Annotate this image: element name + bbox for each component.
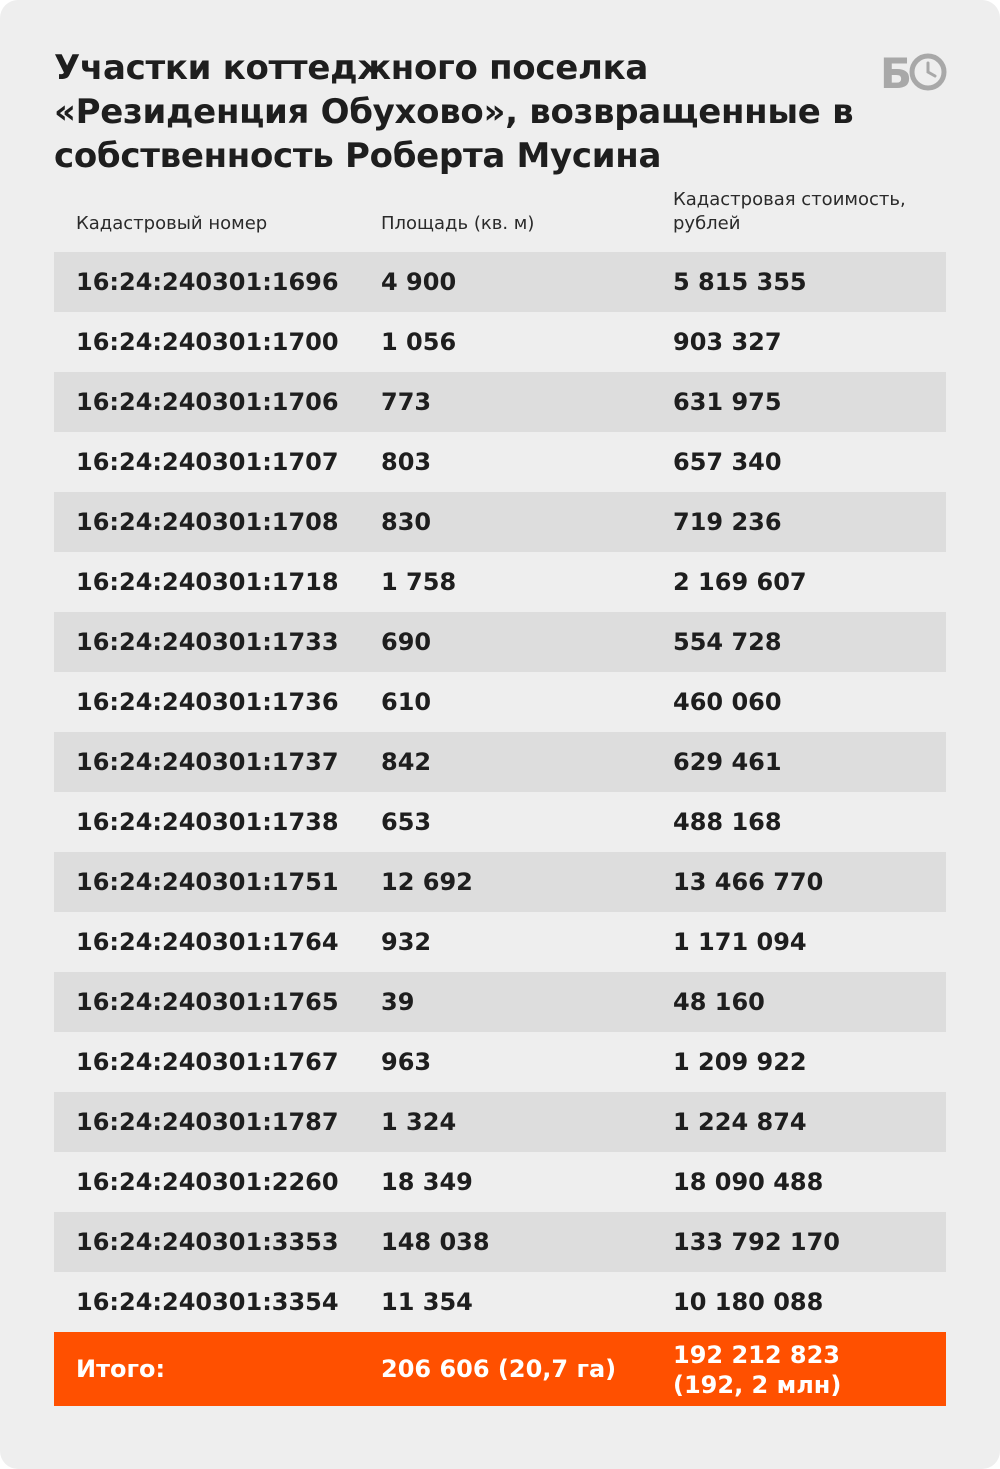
cell-cadastral-number: 16:24:240301:1700 [76,328,339,356]
cell-area: 18 349 [381,1168,473,1196]
header-cadastral-cost: Кадастровая стоимость, рублей [673,189,906,234]
cell-cadastral-number: 16:24:240301:1767 [76,1048,339,1076]
cell-cadastral-cost: 2 169 607 [673,568,807,596]
total-cost [673,1340,933,1400]
table-row [54,1152,946,1212]
cell-cadastral-cost: 719 236 [673,508,782,536]
cell-cadastral-cost: 657 340 [673,448,782,476]
cell-cadastral-cost: 629 461 [673,748,782,776]
cell-cadastral-number: 16:24:240301:1765 [76,988,339,1016]
cell-cadastral-cost: 13 466 770 [673,868,824,896]
table-row [54,252,946,312]
cell-cadastral-number: 16:24:240301:3353 [76,1228,339,1256]
cell-cadastral-cost: 554 728 [673,628,782,656]
page-title: Участки коттеджного поселка «Резиденция Обухово», возвращенные в собственность Роберта Мусина [54,48,854,176]
table-row [54,312,946,372]
cell-cadastral-cost: 1 171 094 [673,928,807,956]
total-cost-millions: (192, 2 млн) [673,1371,842,1399]
cell-cadastral-number: 16:24:240301:2260 [76,1168,339,1196]
table-row [54,432,946,492]
cell-cadastral-number: 16:24:240301:1787 [76,1108,339,1136]
total-area: 206 606 (20,7 га) [381,1355,617,1383]
table-row [54,612,946,672]
cell-cadastral-cost: 48 160 [673,988,765,1016]
table-row [54,732,946,792]
cell-area: 148 038 [381,1228,490,1256]
table-header [54,186,946,242]
cell-cadastral-cost: 631 975 [673,388,782,416]
cell-cadastral-number: 16:24:240301:3354 [76,1288,339,1316]
cell-area: 803 [381,448,432,476]
cell-area: 690 [381,628,432,656]
table-row [54,972,946,1032]
cell-cadastral-cost: 460 060 [673,688,782,716]
bo-logo [880,50,950,94]
cell-area: 963 [381,1048,432,1076]
cell-cadastral-number: 16:24:240301:1708 [76,508,339,536]
clock-o-logo-icon [880,50,950,94]
table-row [54,1212,946,1272]
cell-cadastral-cost: 903 327 [673,328,782,356]
cell-cadastral-number: 16:24:240301:1764 [76,928,339,956]
cell-cadastral-number: 16:24:240301:1733 [76,628,339,656]
table-row [54,1272,946,1332]
cell-area: 1 324 [381,1108,457,1136]
table-row [54,672,946,732]
table-row [54,1092,946,1152]
cell-area: 610 [381,688,432,716]
cell-area: 932 [381,928,432,956]
table-row [54,552,946,612]
table-row [54,852,946,912]
cell-cadastral-cost: 1 209 922 [673,1048,807,1076]
table-row [54,792,946,852]
cell-cadastral-number: 16:24:240301:1696 [76,268,339,296]
cell-cadastral-cost: 10 180 088 [673,1288,824,1316]
cell-cadastral-number: 16:24:240301:1751 [76,868,339,896]
cell-area: 4 900 [381,268,457,296]
cell-area: 12 692 [381,868,473,896]
svg-text:Б: Б [880,50,913,94]
table-row [54,372,946,432]
cell-cadastral-number: 16:24:240301:1707 [76,448,339,476]
header-cadastral-number: Кадастровый номер [76,213,268,234]
cell-area: 1 758 [381,568,457,596]
cell-cadastral-number: 16:24:240301:1706 [76,388,339,416]
total-row [54,1332,946,1406]
cell-cadastral-cost: 133 792 170 [673,1228,841,1256]
cell-area: 39 [381,988,415,1016]
cell-cadastral-cost: 5 815 355 [673,268,807,296]
cell-area: 830 [381,508,432,536]
table-body [54,252,946,1332]
cell-area: 1 056 [381,328,457,356]
table-row [54,1032,946,1092]
total-cost-value: 192 212 823 [673,1341,841,1369]
cell-cadastral-number: 16:24:240301:1737 [76,748,339,776]
cell-cadastral-number: 16:24:240301:1736 [76,688,339,716]
cell-cadastral-cost: 18 090 488 [673,1168,824,1196]
cell-cadastral-number: 16:24:240301:1718 [76,568,339,596]
cell-cadastral-number: 16:24:240301:1738 [76,808,339,836]
cell-area: 773 [381,388,432,416]
cell-area: 11 354 [381,1288,473,1316]
cell-area: 842 [381,748,432,776]
header-area: Площадь (кв. м) [381,213,535,234]
table-row [54,912,946,972]
cell-area: 653 [381,808,432,836]
total-label: Итого: [76,1355,166,1383]
cell-cadastral-cost: 488 168 [673,808,782,836]
cell-cadastral-cost: 1 224 874 [673,1108,807,1136]
table-row [54,492,946,552]
